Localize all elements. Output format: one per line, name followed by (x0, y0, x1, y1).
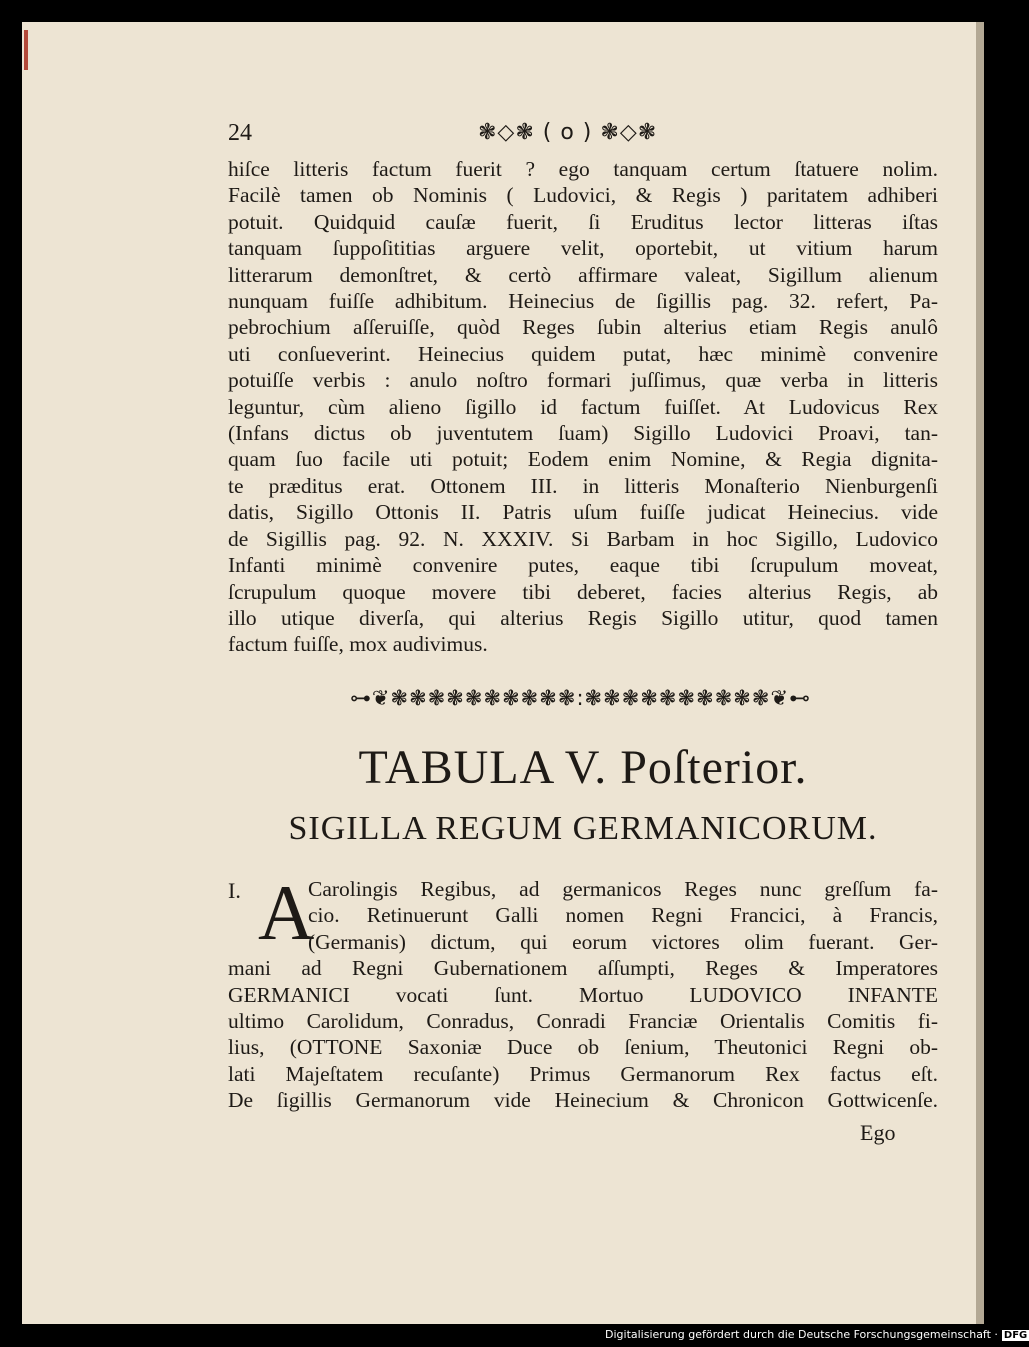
section-title: TABULA V. Poſterior. (358, 741, 808, 794)
digitization-footer (605, 1328, 1028, 1346)
body-paragraph (228, 156, 938, 658)
text-line: cio. Retinuerunt Galli nomen Regni Francici, à Francis, (308, 903, 938, 928)
text-line: Facilè tamen ob Nominis ( Ludovici, & Regis ) paritatem adhiberi (228, 183, 938, 208)
paragraph-numeral: I. (228, 878, 241, 903)
ornamental-divider: ⊶❦❃❃❃❃❃❃❃❃❃❃:❃❃❃❃❃❃❃❃❃❃❦⊷ (349, 686, 812, 710)
text-line: lati Majeſtatem recuſante) Primus Germanorum Rex factus eſt. (228, 1061, 938, 1086)
text-line: GERMANICI vocati ſunt. Mortuo LUDOVICO INFANTE (228, 982, 938, 1007)
text-line: quam ſuo facile uti potuit; Eodem enim Nomine, & Regia dignita- (228, 447, 938, 472)
drop-cap: A (258, 869, 315, 956)
text-line: uti conſueverint. Heinecius quidem putat, hæc minimè convenire (228, 341, 938, 366)
text-line: te præditus erat. Ottonem III. in litteris Monaſterio Nienburgenſi (228, 473, 938, 498)
page-number: 24 (228, 120, 252, 146)
text-line: illo utique diverſa, qui alterius Regis Sigillo utitur, quod tamen (228, 605, 938, 630)
header-ornament: ❃◇❃ ( o ) ❃◇❃ (478, 120, 658, 145)
section-subtitle: SIGILLA REGUM GERMANICORUM. (288, 810, 878, 847)
text-line: Carolingis Regibus, ad germanicos Reges nunc greſſum fa- (308, 877, 938, 901)
text-line: factum fuiſſe, mox audivimus. (228, 632, 488, 657)
dfg-logo: DFG (1003, 1330, 1028, 1341)
text-line: (Germanis) dictum, qui eorum victores olim fuerant. Ger- (308, 929, 938, 954)
text-line: hiſce litteris factum fuerit ? ego tanquam certum ſtatuere nolim. (228, 157, 938, 181)
footer-text: Digitalisierung gefördert durch die Deutsche Forschungsgemeinschaft · (605, 1328, 998, 1341)
text-line: De ſigillis Germanorum vide Heinecium & Chronicon Gottwicenſe. (228, 1088, 938, 1113)
page-edge-mark (24, 30, 28, 70)
text-line: nunquam fuiſſe adhibitum. Heinecius de ſigillis pag. 32. refert, Pa- (228, 289, 938, 314)
text-line: leguntur, cùm alieno ſigillo id factum fuiſſet. At Ludovicus Rex (228, 394, 938, 419)
text-line: ultimo Carolidum, Conradus, Conradi Franciæ Orientalis Comitis fi- (228, 1009, 938, 1034)
text-line: lius, (OTTONE Saxoniæ Duce ob ſenium, Theutonici Regni ob- (228, 1035, 938, 1060)
catchword: Ego (860, 1120, 896, 1145)
text-line: ſcrupulum quoque movere tibi deberet, facies alterius Regis, ab (228, 579, 938, 604)
page-header (228, 120, 928, 152)
text-line: pebrochium aſſeruiſſe, quòd Reges ſubin alterius etiam Regis anulô (228, 315, 938, 340)
text-line: datis, Sigillo Ottonis II. Patris uſum fuiſſe judicat Heinecius. vide (228, 500, 938, 525)
section-paragraph (228, 869, 938, 1114)
text-line: tanquam ſuppoſititias arguere velit, oportebit, ut vitium harum (228, 236, 938, 261)
text-line: (Infans dictus ob juventutem ſuam) Sigillo Ludovici Proavi, tan- (228, 421, 938, 446)
text-line: litterarum demonſtret, & certò affirmare valeat, Sigillum alienum (228, 262, 938, 287)
text-line: de Sigillis pag. 92. N. XXXIV. Si Barbam in hoc Sigillo, Ludovico (228, 526, 938, 551)
text-line: potuiſſe verbis : anulo noſtro formari juſſimus, quæ verba in litteris (228, 368, 938, 393)
text-line: potuit. Quidquid cauſæ fuerit, ſi Eruditus lector litteras iſtas (228, 209, 938, 234)
text-line: mani ad Regni Gubernationem aſſumpti, Reges & Imperatores (228, 956, 938, 981)
text-line: Infanti minimè convenire putes, eaque tibi ſcrupulum moveat, (228, 553, 938, 578)
